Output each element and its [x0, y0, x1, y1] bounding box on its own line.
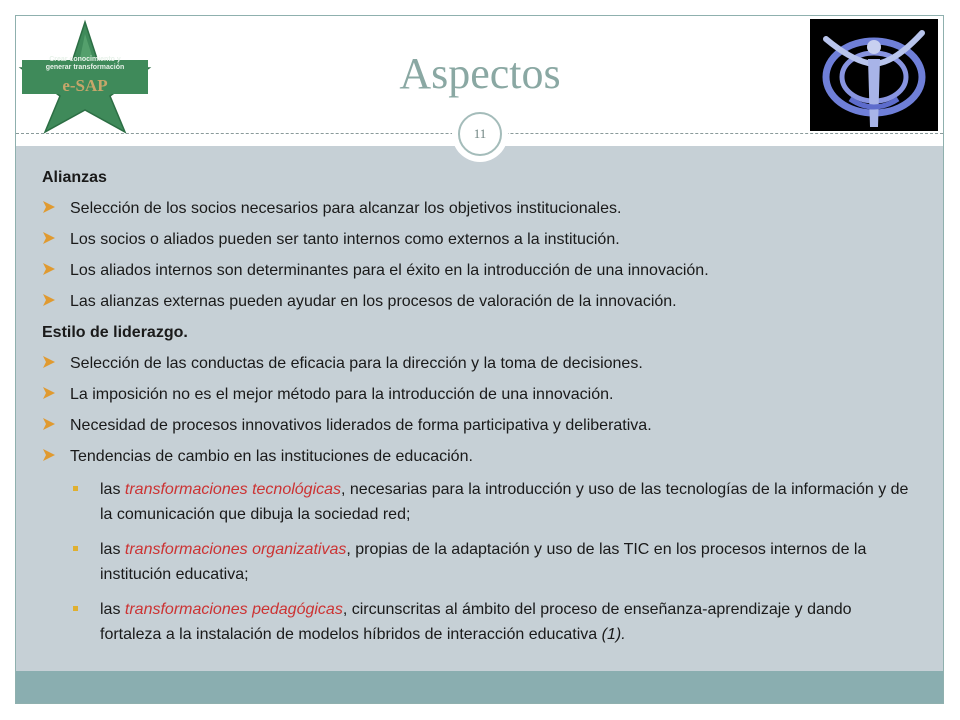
- sub-item-text: , circunscritas al ámbito del proceso de enseñanza-aprendizaje y dando fortaleza a la instalación de modelos híbridos de interacción educativa: [100, 601, 852, 643]
- bullet-text: Las alianzas externas pueden ayudar en los procesos de valoración de la innovación.: [70, 293, 677, 310]
- square-bullet-icon: [73, 546, 78, 551]
- sub-item-prefix: las: [100, 481, 125, 498]
- sub-item-text: , necesarias para la introducción y uso de las tecnologías de la información y de la comunicación que dibuja la sociedad red;: [100, 481, 909, 523]
- sub-item: [42, 477, 912, 527]
- bullet-item: [42, 446, 912, 467]
- sub-item: [42, 597, 912, 647]
- bullet-text: Selección de los socios necesarios para alcanzar los objetivos institucionales.: [70, 200, 622, 217]
- sub-item-text: , propias de la adaptación y uso de las TIC en los procesos internos de la institución educativa;: [100, 541, 867, 583]
- section-heading-liderazgo: Estilo de liderazgo.: [42, 324, 188, 341]
- sub-item-highlight: transformaciones pedagógicas: [124, 601, 343, 618]
- slide-body: [42, 167, 912, 657]
- square-bullet-icon: [73, 486, 78, 491]
- bullet-item: [42, 260, 912, 281]
- sub-item: [42, 537, 912, 587]
- page-number: 11: [458, 112, 502, 156]
- page-number-badge: [452, 106, 508, 162]
- slide-title: Aspectos: [399, 49, 561, 98]
- bullet-item: [42, 384, 912, 405]
- arrow-bullet-icon: [42, 293, 56, 307]
- logo-tagline-1: Crear conocimiento y: [49, 56, 121, 63]
- arrow-bullet-icon: [42, 417, 56, 431]
- bullet-text: Selección de las conductas de eficacia para la dirección y la toma de decisiones.: [70, 355, 643, 372]
- arrow-bullet-icon: [42, 386, 56, 400]
- arrow-bullet-icon: [42, 231, 56, 245]
- bullet-item: [42, 291, 912, 312]
- bullet-item: [42, 415, 912, 436]
- sub-item-highlight: transformaciones tecnológicas: [124, 481, 342, 498]
- bullet-text: Los socios o aliados pueden ser tanto internos como externos a la institución.: [70, 231, 620, 248]
- bullet-item: [42, 198, 912, 219]
- arrow-bullet-icon: [42, 262, 56, 276]
- arrow-bullet-icon: [42, 200, 56, 214]
- bullet-text: Los aliados internos son determinantes para el éxito en la introducción de una innovación.: [70, 262, 709, 279]
- logo-brand: e-SAP: [62, 76, 108, 95]
- sub-item-highlight: transformaciones organizativas: [124, 541, 347, 558]
- sub-item-prefix: las: [100, 541, 125, 558]
- logo-tagline-2: generar transformación: [45, 64, 125, 71]
- bottom-band: [16, 671, 943, 703]
- bullet-item: [42, 353, 912, 374]
- arrow-bullet-icon: [42, 355, 56, 369]
- bullet-text: La imposición no es el mejor método para la introducción de una innovación.: [70, 386, 614, 403]
- bullet-item: [42, 229, 912, 250]
- section-heading-alianzas: Alianzas: [42, 169, 107, 186]
- square-bullet-icon: [73, 606, 78, 611]
- bullet-text: Necesidad de procesos innovativos liderados de forma participativa y deliberativa.: [70, 417, 652, 434]
- bullet-text: Tendencias de cambio en las instituciones de educación.: [70, 448, 473, 465]
- arrow-bullet-icon: [42, 448, 56, 462]
- reference-mark: (1).: [601, 626, 626, 643]
- sub-item-prefix: las: [100, 601, 125, 618]
